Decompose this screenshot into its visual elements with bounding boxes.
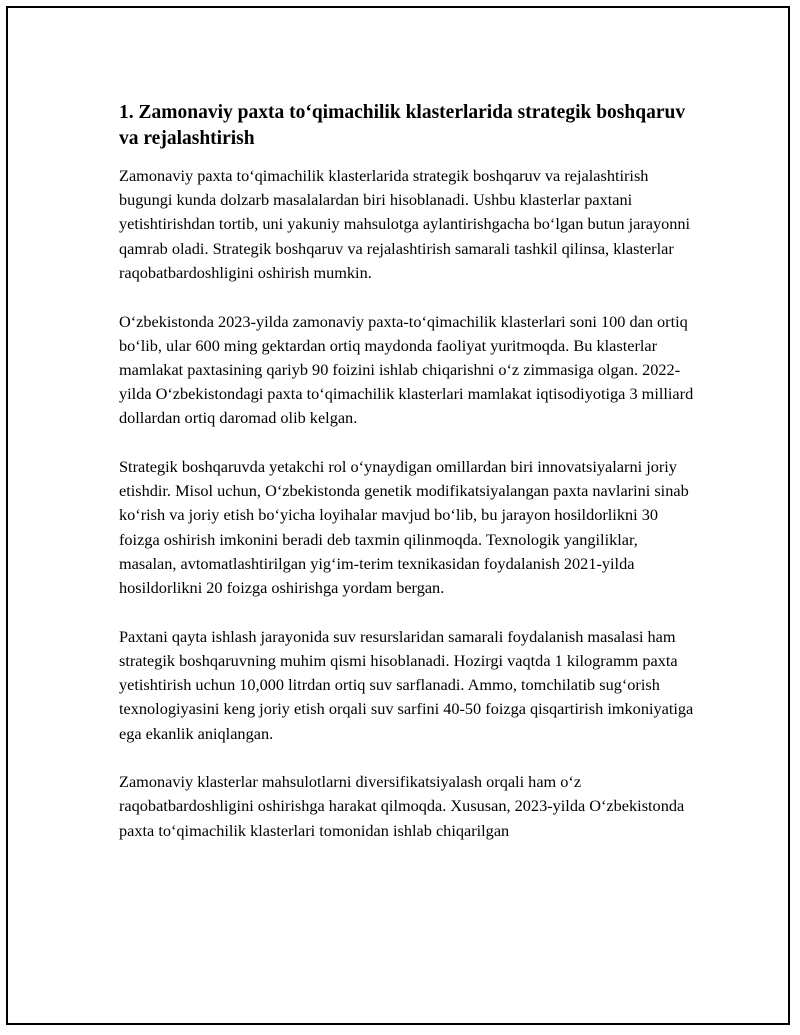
document-page	[6, 6, 790, 1025]
paragraph-2: O‘zbekistonda 2023-yilda zamonaviy paxta-to‘qimachilik klasterlari soni 100 dan ortiq bo‘lib, ular 600 ming gektardan ortiq maydonda faoliyat yuritmoqda. Bu klasterlar mamlakat paxtasining qariyb 90 foizini ishlab chiqarishni o‘z zimmasiga olgan. 2022-yilda O‘zbekistondagi paxta to‘qimachilik klasterlari mamlakat iqtisodiyotiga 3 milliard dollardan ortiq daromad olib kelgan.	[119, 311, 694, 428]
section-title: 1. Zamonaviy paxta to‘qimachilik klasterlarida strategik boshqaruv va rejalashtirish	[119, 102, 686, 149]
paragraph-3: Strategik boshqaruvda yetakchi rol o‘ynaydigan omillardan biri innovatsiyalarni joriy etishdir. Misol uchun, O‘zbekistonda genetik modifikatsiyalangan paxta navlarini sinab ko‘rish va joriy etish bo‘yicha loyihalar mavjud bo‘lib, bu jarayon hosildorlikni 30 foizga oshirish imkonini beradi deb taxmin qilinmoqda. Texnologik yangiliklar, masalan, avtomatlashtirilgan yig‘im-terim texnikasidan foydalanish 2021-yilda hosildorlikni 20 foizga oshirishga yordam bergan.	[119, 457, 689, 598]
paragraph-1: Zamonaviy paxta to‘qimachilik klasterlarida strategik boshqaruv va rejalashtirish bugungi kunda dolzarb masalalardan biri hisoblanadi. Ushbu klasterlar paxtani yetishtirishdan tortib, uni yakuniy mahsulotga aylantirishgacha bo‘lgan butun jarayonni qamrab oladi. Strategik boshqaruv va rejalashtirish samarali tashkil qilinsa, klasterlar raqobatbardoshligini oshirish mumkin.	[119, 166, 691, 282]
document-body	[119, 100, 694, 867]
paragraph-4: Paxtani qayta ishlash jarayonida suv resurslaridan samarali foydalanish masalasi ham strategik boshqaruvning muhim qismi hisoblanadi. Hozirgi vaqtda 1 kilogramm paxta yetishtirish uchun 10,000 litrdan ortiq suv sarflanadi. Ammo, tomchilatib sug‘orish texnologiyasini keng joriy etish orqali suv sarfini 40-50 foizga qisqartirish imkoniyatiga ega ekanlik aniqlangan.	[119, 626, 694, 743]
paragraph-5: Zamonaviy klasterlar mahsulotlarni diversifikatsiyalash orqali ham o‘z raqobatbardoshligini oshirishga harakat qilmoqda. Xususan, 2023-yilda O‘zbekistonda paxta to‘qimachilik klasterlari tomonidan ishlab chiqarilgan	[119, 772, 685, 840]
